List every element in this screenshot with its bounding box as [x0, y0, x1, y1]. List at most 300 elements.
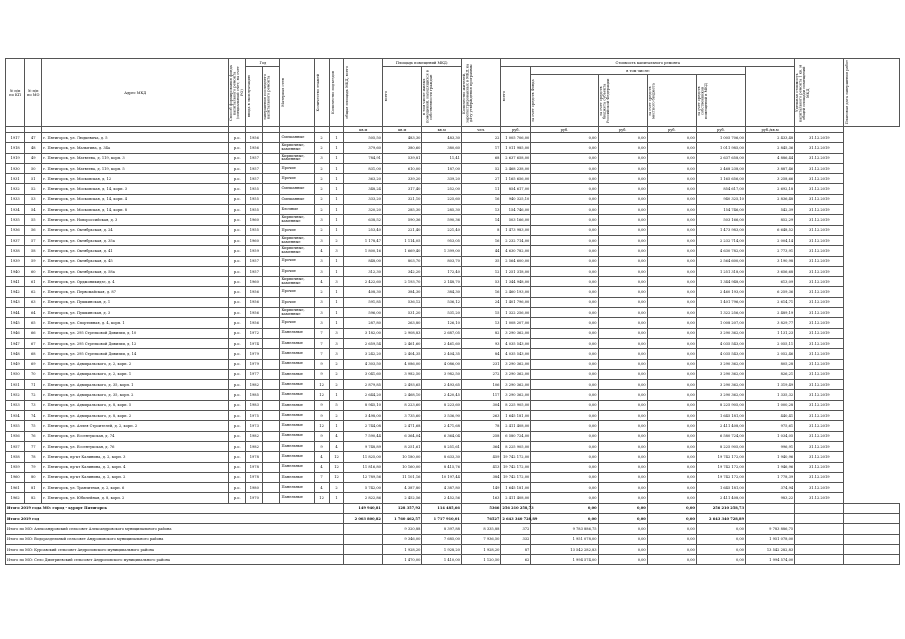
summary-cell: 0,00 — [531, 513, 598, 523]
summary-cell: 8 335,88 — [461, 524, 501, 534]
table-cell: 3 982,50 — [382, 369, 422, 379]
table-cell: 0,00 — [598, 483, 647, 493]
table-cell: 3 — [314, 215, 329, 225]
summary-cell: 1 410,00 — [422, 555, 462, 565]
table-cell: 2 411 408,00 — [696, 493, 745, 503]
summary-cell: 0,00 — [598, 555, 647, 565]
table-cell: г. Пятигорск, ул. Аллея Строителей, д. 2, корп. 2 — [42, 421, 229, 431]
table-cell: 117 — [461, 390, 501, 400]
table-cell: 4 — [314, 483, 329, 493]
table-cell: г. Пятигорск, ул. Малыгина, д. 34а — [42, 143, 229, 153]
table-cell — [263, 441, 280, 451]
table-cell: 2 404,35 — [422, 349, 462, 359]
summary-label: Итого по МО: Водораздельный сельсовет Андроповского муниципального района — [6, 534, 344, 544]
table-cell: 596,00 — [344, 308, 382, 318]
table-cell: 2 471,68 — [422, 421, 462, 431]
table-cell: 1974 — [246, 338, 263, 348]
table-cell: 1962 — [6, 493, 25, 503]
table-cell — [263, 369, 280, 379]
table-cell: 1 — [329, 205, 344, 215]
table-cell: 0,00 — [531, 462, 598, 472]
table-cell: 0,00 — [647, 380, 696, 390]
table-cell: 3 290 362,00 — [696, 328, 745, 338]
table-row — [6, 184, 900, 194]
table-cell: 13 — [461, 205, 501, 215]
summary-row — [6, 524, 900, 534]
table-cell: 0,00 — [647, 153, 696, 163]
table-cell: 9 — [314, 431, 329, 441]
table-cell: г. Пятигорск, ул. Адмиральского, д. 8, корп. 5 — [42, 400, 229, 410]
table-cell: 2 — [329, 380, 344, 390]
table-cell: 31.12.2019 — [795, 462, 844, 472]
table-cell: 0,00 — [647, 225, 696, 235]
table-cell: 31.12.2019 — [795, 205, 844, 215]
table-cell: 1 — [329, 225, 344, 235]
table-cell: 2 004,14 — [745, 235, 794, 245]
table-cell: 31.12.2019 — [795, 390, 844, 400]
table-cell: 1 — [329, 133, 344, 143]
table-cell: р.о. — [229, 318, 246, 328]
table-cell: 0,00 — [598, 277, 647, 287]
table-cell: Кирпичные, каменные — [280, 153, 314, 163]
table-cell: 9 — [314, 400, 329, 410]
table-cell: 1978 — [246, 452, 263, 462]
table-cell: 983,22 — [745, 493, 794, 503]
table-row — [6, 400, 900, 410]
table-cell: 1 946,96 — [745, 462, 794, 472]
table-cell: 1 645 181,00 — [696, 411, 745, 421]
table-cell: 1973 — [246, 421, 263, 431]
table-cell: 0,00 — [647, 493, 696, 503]
unit-cell: руб. — [501, 127, 531, 133]
table-cell: г. Пятигорск, ул. Октябрьская, д. 41 — [42, 246, 229, 256]
table-cell: 803,70 — [422, 256, 462, 266]
table-cell: 60 — [25, 266, 42, 276]
table-cell: 0,00 — [531, 163, 598, 173]
table-cell: 1933 — [6, 194, 25, 204]
table-cell: 16 — [461, 194, 501, 204]
table-cell: 12 — [329, 472, 344, 482]
table-cell: 379,60 — [344, 143, 382, 153]
unit-cell: руб./кв.м — [745, 127, 794, 133]
summary-label: Итого по МО: Курсавский сельсовет Андроповского муниципального района — [6, 544, 344, 554]
table-cell: 505,50 — [344, 133, 382, 143]
table-cell: Панельные — [280, 472, 314, 482]
table-cell: 31.12.2019 — [795, 174, 844, 184]
summary-cell: 13 542 282,83 — [745, 544, 794, 554]
table-cell: 1983 — [246, 400, 263, 410]
table-row — [6, 441, 900, 451]
table-cell: 106 — [461, 380, 501, 390]
table-cell: 65 — [25, 318, 42, 328]
table-cell: 3 829,77 — [745, 318, 794, 328]
table-cell: р.о. — [229, 452, 246, 462]
table-cell: 3 — [314, 153, 329, 163]
table-cell: г. Пятигорск, ул. Октябрьская, д. 35а — [42, 235, 229, 245]
table-cell: 10 180,00 — [382, 452, 422, 462]
table-cell: 221,40 — [422, 225, 462, 235]
table-row — [6, 277, 900, 287]
table-cell: г. Пятигорск, ул. Транзитная, д. 2, корп. 6 — [42, 483, 229, 493]
table-cell: 2 — [314, 143, 329, 153]
table-cell: 0,00 — [598, 328, 647, 338]
header-year-group: Год — [246, 59, 280, 67]
table-cell — [263, 153, 280, 163]
table-cell: 4 303,50 — [344, 359, 382, 369]
table-cell: г. Пятигорск, ул. Адмиральского, д. 2, корп. 1 — [42, 369, 229, 379]
table-cell: 2 773,91 — [745, 246, 794, 256]
table-cell: 8 251,61 — [422, 441, 462, 451]
table-cell: 35 — [461, 256, 501, 266]
table-cell: 82 — [25, 493, 42, 503]
table-cell: 996,91 — [745, 441, 794, 451]
table-row — [6, 266, 900, 276]
table-cell: 1952 — [6, 390, 25, 400]
table-cell — [263, 184, 280, 194]
table-cell: 0,00 — [598, 184, 647, 194]
table-cell: 1 011 985,00 — [501, 143, 531, 153]
table-cell: р.о. — [229, 400, 246, 410]
table-cell: 31.12.2019 — [795, 194, 844, 204]
table-cell: 1 669,40 — [382, 246, 422, 256]
summary-cell: 0,00 — [696, 524, 745, 534]
header-fund-method: Способ формирования фонда капитального ремонта (специальный счет, на счет РО) — [229, 59, 246, 127]
table-row — [6, 483, 900, 493]
table-cell: 1 645 181,00 — [501, 483, 531, 493]
table-cell: 2 411 408,00 — [501, 421, 531, 431]
table-row — [6, 462, 900, 472]
table-cell: 2 744,08 — [344, 421, 382, 431]
table-cell: 7 — [314, 338, 329, 348]
table-cell: 68 — [25, 349, 42, 359]
table-cell: 1970 — [246, 493, 263, 503]
table-cell: 0,00 — [647, 287, 696, 297]
table-cell: 953,05 — [422, 235, 462, 245]
table-cell: 0,00 — [531, 205, 598, 215]
table-cell: 68 — [461, 153, 501, 163]
table-cell: р.о. — [229, 287, 246, 297]
table-cell: 1 — [329, 266, 344, 276]
table-cell: 0,00 — [531, 400, 598, 410]
summary-cell: 1 928,20 — [461, 544, 501, 554]
table-cell: Панельные — [280, 441, 314, 451]
table-cell — [263, 266, 280, 276]
summary-cell — [795, 503, 844, 513]
table-cell: 831,00 — [344, 163, 382, 173]
summary-label: Итого по МО: Александровский сельсовет Александровского муниципального района — [6, 524, 344, 534]
table-cell: 3 290 362,00 — [696, 380, 745, 390]
summary-cell: 76527 — [461, 513, 501, 523]
table-cell: 2 468 238,00 — [696, 163, 745, 173]
table-cell: 12 — [314, 493, 329, 503]
table-cell: 536,12 — [382, 297, 422, 307]
table-cell: 363,20 — [344, 174, 382, 184]
table-cell: 0,00 — [531, 431, 598, 441]
table-cell: 2 052,46 — [745, 349, 794, 359]
table-cell: 2 055,11 — [745, 338, 794, 348]
table-cell: 52 — [461, 163, 501, 173]
table-cell: Панельные — [280, 431, 314, 441]
table-cell: 1 335,32 — [745, 390, 794, 400]
table-cell: 2 — [329, 235, 344, 245]
table-cell: 384,30 — [422, 287, 462, 297]
table-cell: 1 — [329, 184, 344, 194]
header-address: Адрес МКД — [42, 59, 229, 127]
table-cell — [263, 256, 280, 266]
table-cell: г. Пятигорск, ул. Московская, д. 14, корп. 3 — [42, 184, 229, 194]
table-cell — [263, 462, 280, 472]
table-cell: г. Пятигорск, ул. Орджоникидзе, д. 4 — [42, 277, 229, 287]
table-cell: 31.12.2019 — [795, 493, 844, 503]
table-cell: Смешанные — [280, 184, 314, 194]
table-cell: 1941 — [6, 277, 25, 287]
table-cell: 2 — [329, 369, 344, 379]
table-cell: 76 — [25, 431, 42, 441]
summary-cell — [745, 503, 794, 513]
table-cell: 31.12.2019 — [795, 277, 844, 287]
table-cell: 940 325,10 — [501, 194, 531, 204]
table-row — [6, 349, 900, 359]
table-cell: 1 178,47 — [344, 235, 382, 245]
summary-cell: 1 951 078,00 — [531, 534, 598, 544]
table-cell: 2 644,20 — [344, 390, 382, 400]
table-cell: 2 — [314, 184, 329, 194]
table-cell: 536,12 — [422, 297, 462, 307]
table-cell: 1918 — [6, 143, 25, 153]
table-cell: 380,60 — [422, 143, 462, 153]
table-cell: 5 742,00 — [344, 483, 382, 493]
table-cell: 1975 — [246, 411, 263, 421]
table-cell: 64 — [25, 308, 42, 318]
table-cell — [263, 431, 280, 441]
summary-cell: 0,00 — [598, 503, 647, 513]
summary-cell: 1 760 462,57 — [382, 513, 422, 523]
table-cell: 1956 — [246, 308, 263, 318]
summary-cell: 0,00 — [598, 513, 647, 523]
table-cell: 805,28 — [745, 359, 794, 369]
summary-label: Итого 2019 год — [6, 513, 344, 523]
table-cell: 11,41 — [422, 153, 462, 163]
table-cell: 2 836,48 — [745, 194, 794, 204]
table-cell: 348,24 — [344, 184, 382, 194]
table-cell — [263, 205, 280, 215]
table-cell: 0,00 — [598, 411, 647, 421]
table-cell: г. Пятигорск, ул. Пушкинская, д. 3 — [42, 308, 229, 318]
table-cell: 0,00 — [598, 380, 647, 390]
table-cell: 1932 — [6, 184, 25, 194]
table-cell: 31.12.2019 — [795, 225, 844, 235]
table-cell: 31.12.2019 — [795, 246, 844, 256]
table-cell: 539,81 — [382, 153, 422, 163]
capital-repair-table — [5, 58, 900, 565]
header-entrances: Количество подъездов — [329, 59, 344, 127]
table-cell: 9 748,89 — [344, 441, 382, 451]
table-cell: р.о. — [229, 174, 246, 184]
table-cell: 321,10 — [382, 194, 422, 204]
summary-cell: 114 485,66 — [422, 503, 462, 513]
table-cell: 3 290 362,00 — [696, 390, 745, 400]
table-cell: 1 645 181,00 — [501, 411, 531, 421]
summary-cell: 9 320,88 — [382, 524, 422, 534]
table-cell: 4 035 543,00 — [696, 338, 745, 348]
table-cell: 4 035 543,00 — [501, 349, 531, 359]
table-cell: 0,00 — [598, 205, 647, 215]
table-cell: 3 290 362,00 — [501, 328, 531, 338]
table-cell: 1948 — [6, 349, 25, 359]
table-cell: 12 789,56 — [344, 472, 382, 482]
table-cell: р.о. — [229, 338, 246, 348]
table-cell: 31.12.2019 — [795, 318, 844, 328]
table-cell: 3 290 362,00 — [696, 359, 745, 369]
table-cell: Кирпичные, каменные — [280, 308, 314, 318]
table-cell: р.о. — [229, 411, 246, 421]
table-cell: 342,20 — [382, 266, 422, 276]
table-cell: 1956 — [246, 318, 263, 328]
table-cell: 8 225 905,00 — [696, 441, 745, 451]
table-cell: 2 452,56 — [422, 493, 462, 503]
table-cell: 66 — [25, 328, 42, 338]
table-cell: 3 982,50 — [422, 369, 462, 379]
table-cell: 826,21 — [745, 369, 794, 379]
table-cell: 339,20 — [422, 174, 462, 184]
table-cell: 7 — [314, 349, 329, 359]
table-cell: 3 — [314, 318, 329, 328]
table-cell — [263, 163, 280, 173]
table-cell: Прочие — [280, 163, 314, 173]
table-cell: 1936 — [6, 225, 25, 235]
table-cell: 3 290 362,00 — [501, 380, 531, 390]
table-cell: 2 637 658,00 — [501, 153, 531, 163]
table-cell: 0,00 — [647, 308, 696, 318]
table-cell — [263, 452, 280, 462]
table-cell: 1 011 985,00 — [696, 143, 745, 153]
table-cell: 1938 — [6, 246, 25, 256]
table-row — [6, 153, 900, 163]
unit-cell: кв.м — [344, 127, 382, 133]
table-cell: 24 — [461, 297, 501, 307]
summary-cell: 1 994 574,00 — [531, 555, 598, 565]
table-cell: 0,00 — [647, 462, 696, 472]
table-cell: 31.12.2019 — [795, 349, 844, 359]
table-cell: 31.12.2019 — [795, 338, 844, 348]
summary-cell: 0,00 — [647, 544, 696, 554]
table-cell: 0,00 — [531, 184, 598, 194]
table-row — [6, 359, 900, 369]
table-cell: 483,30 — [422, 133, 462, 143]
table-cell: г. Пятигорск, пр-кт Калинина, д. 2, корп. 2 — [42, 472, 229, 482]
table-cell: 1 399,00 — [422, 246, 462, 256]
summary-cell: 7 685,00 — [422, 534, 462, 544]
table-cell: Панельные — [280, 400, 314, 410]
table-cell: 3 290 362,00 — [501, 359, 531, 369]
summary-cell: 372 — [501, 524, 531, 534]
table-cell: 163 — [461, 493, 501, 503]
table-cell: 542,39 — [745, 205, 794, 215]
table-cell: 31.12.2019 — [795, 235, 844, 245]
table-cell: 2 564 600,00 — [501, 256, 531, 266]
table-cell: 56 — [25, 225, 42, 235]
table-cell: 1930 — [6, 163, 25, 173]
table-cell: 78 — [25, 452, 42, 462]
table-cell: р.о. — [229, 246, 246, 256]
table-cell: 31.12.2019 — [795, 297, 844, 307]
table-cell: 0,00 — [598, 338, 647, 348]
table-cell: р.о. — [229, 235, 246, 245]
table-cell: Панельные — [280, 483, 314, 493]
table-cell: 304 — [461, 400, 501, 410]
table-cell: 6 580 724,00 — [696, 431, 745, 441]
table-cell: 0,00 — [531, 421, 598, 431]
table-cell: Прочие — [280, 287, 314, 297]
table-cell: 1957 — [246, 163, 263, 173]
header-residents: Количество жителей, зарегистрированных в МКД на дату утверждения программы — [461, 59, 501, 127]
table-cell: 187,00 — [422, 163, 462, 173]
header-cost-local: за счет средств местного бюджета — [647, 75, 696, 127]
summary-cell: 128 357,92 — [382, 503, 422, 513]
table-cell: 31.12.2019 — [795, 411, 844, 421]
table-cell: 0,00 — [598, 194, 647, 204]
table-cell: 4 — [329, 431, 344, 441]
table-cell: 3 242,20 — [344, 349, 382, 359]
summary-cell: 256 210 258,73 — [501, 503, 531, 513]
table-cell: 1 473 983,00 — [696, 225, 745, 235]
table-cell: 31.12.2019 — [795, 133, 844, 143]
table-cell: 3 — [314, 297, 329, 307]
table-cell: р.о. — [229, 133, 246, 143]
table-cell — [263, 194, 280, 204]
summary-cell — [745, 513, 794, 523]
table-cell: 0,00 — [598, 452, 647, 462]
table-cell: 2 468 238,00 — [501, 163, 531, 173]
table-cell: 1 251 318,00 — [501, 266, 531, 276]
table-cell: 1934 — [6, 205, 25, 215]
table-cell: 31.12.2019 — [795, 184, 844, 194]
table-cell: 1951 — [6, 380, 25, 390]
table-cell: 854 617,00 — [696, 184, 745, 194]
table-cell: Панельные — [280, 462, 314, 472]
table-row — [6, 225, 900, 235]
table-cell: 1 000,28 — [745, 400, 794, 410]
table-cell: 172,40 — [422, 266, 462, 276]
table-cell: 2 468,10 — [382, 390, 422, 400]
table-cell: 0,00 — [647, 318, 696, 328]
table-cell: г. Пятигорск, ул. 295 Стрелковой Дивизии, д. 14 — [42, 349, 229, 359]
table-cell: 0,00 — [598, 235, 647, 245]
table-cell: 0,00 — [531, 174, 598, 184]
table-cell: 0,00 — [647, 472, 696, 482]
table-cell: 1957 — [6, 441, 25, 451]
table-cell: 3 — [314, 266, 329, 276]
table-cell: 1955 — [246, 225, 263, 235]
table-cell: 854 617,00 — [501, 184, 531, 194]
table-cell: 1953 — [6, 400, 25, 410]
table-cell: 67 — [25, 338, 42, 348]
summary-row — [6, 544, 900, 554]
table-cell: 1957 — [246, 153, 263, 163]
table-cell: 31.12.2019 — [795, 163, 844, 173]
table-cell: 17 — [461, 143, 501, 153]
table-cell: г. Пятигорск, ул. Спортивная, д. 4, корп. 1 — [42, 318, 229, 328]
table-cell: Панельные — [280, 411, 314, 421]
table-cell: 2 687,05 — [422, 328, 462, 338]
summary-cell: 62 — [501, 555, 531, 565]
table-cell: 1955 — [246, 184, 263, 194]
table-cell: 70 — [25, 369, 42, 379]
table-cell: 2 — [314, 174, 329, 184]
header-year-built: ввода в эксплуатацию — [246, 67, 263, 127]
table-cell: 0,00 — [531, 235, 598, 245]
table-cell: 333,20 — [344, 194, 382, 204]
